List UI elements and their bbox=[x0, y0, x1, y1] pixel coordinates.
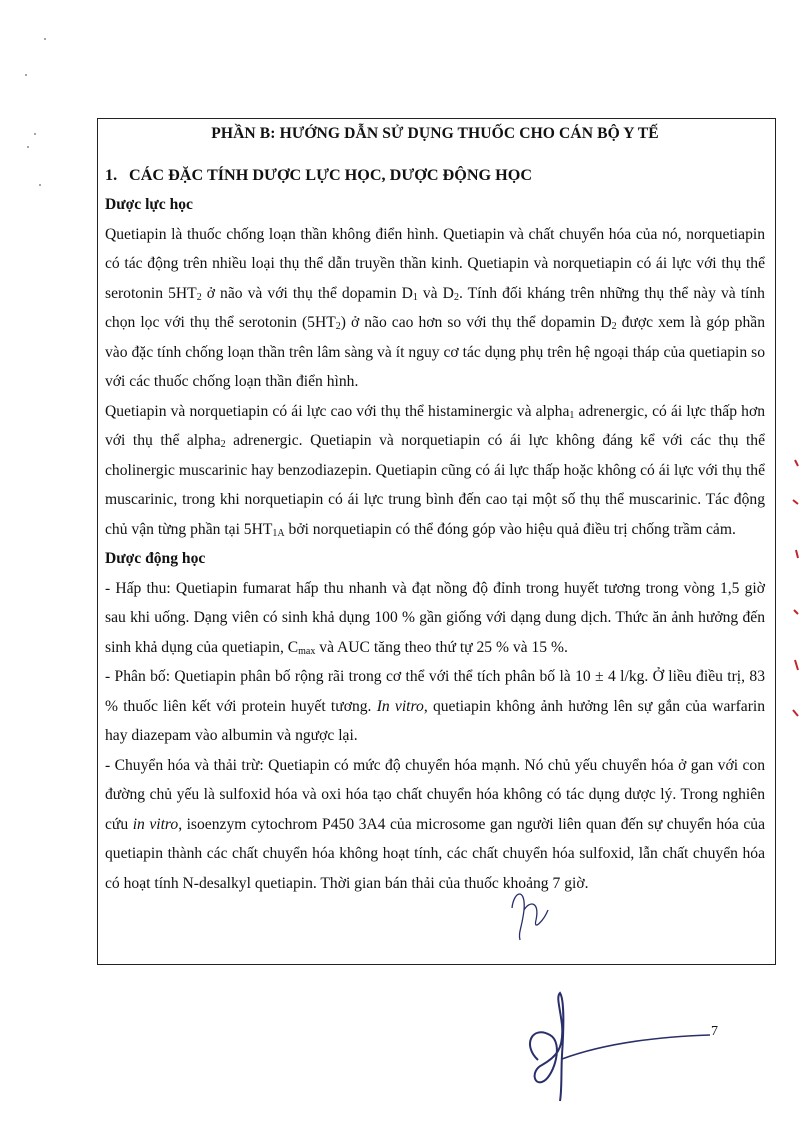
italic-term: In vitro bbox=[376, 697, 424, 715]
text-run: - Hấp thu: Quetiapin fumarat hấp thu nhanh và đạt nồng độ đỉnh trong huyết tương trong vòng 1,5 giờ sau khi uống. Dạng viên có sinh khả dụng 100 % gần giống với dạng dung dịch. Thức ăn ảnh hưởng đến sinh khả dụng của quetiapin, C bbox=[105, 579, 765, 656]
scan-speck bbox=[25, 74, 27, 76]
subscript: 2 bbox=[335, 321, 341, 332]
page-number: 7 bbox=[711, 1024, 718, 1039]
text-run: , quetiapin không ảnh hưởng lên sự gắn của warfarin hay diazepam vào albumin và ngược lại. bbox=[105, 697, 766, 744]
text-run: ở não và với thụ thể dopamin D bbox=[201, 284, 413, 302]
text-run: . Tính đối kháng trên những thụ thể này và tính chọn lọc với thụ thể serotonin (5HT bbox=[105, 284, 765, 331]
subscript: max bbox=[298, 645, 316, 657]
scan-speck bbox=[44, 38, 46, 40]
subscript: 2 bbox=[220, 439, 226, 450]
text-run: được xem là góp phần vào đặc tính chống loạn thần trên lâm sàng và ít nguy cơ tác dụng phụ trên hệ ngoại tháp của quetiapin so với các thuốc chống loạn thần điển hình. bbox=[105, 314, 765, 390]
initials-stamp bbox=[500, 880, 570, 950]
text-run: , isoenzym cytochrom P450 3A4 của microsome gan người liên quan đến sự chuyển hóa của quetiapin thành các chất chuyển hóa không hoạt tính, các chất chuyển hóa sulfoxid, lẫn chất chuyển hóa có hoạt tính N-desalkyl quetiapin. Thời gian bán thải của thuốc khoảng 7 giờ. bbox=[105, 815, 765, 892]
pharmacodynamics-paragraph-1 bbox=[105, 220, 765, 397]
pharmacodynamics-paragraph-2 bbox=[105, 397, 765, 545]
signature bbox=[520, 985, 720, 1105]
distribution-paragraph bbox=[105, 662, 765, 751]
text-run: và AUC tăng theo thứ tự 25 % và 15 %. bbox=[315, 638, 568, 656]
subscript: 2 bbox=[611, 321, 617, 332]
scan-speck bbox=[39, 184, 41, 186]
text-run: adrenergic. Quetiapin và norquetiapin có ái lực không đáng kể với các thụ thể cholinergic muscarinic hay benzodiazepin. Quetiapin cũng có ái lực thấp hoặc không có ái lực với thụ thể muscarinic, trong khi norquetiapin có ái lực trung bình đến cao tại một số thụ thể muscarinic. Tác động chủ vận từng phần tại 5HT bbox=[105, 432, 765, 538]
italic-term: in vitro bbox=[132, 815, 179, 833]
page-title: PHẦN B: HƯỚNG DẪN SỬ DỤNG THUỐC CHO CÁN BỘ Y TẾ bbox=[211, 125, 659, 142]
text-run: bởi norquetiapin có thể đóng góp vào hiệu quả điều trị chống trầm cảm. bbox=[284, 520, 736, 538]
text-run: và D bbox=[417, 284, 454, 302]
subscript: 1 bbox=[412, 291, 418, 303]
text-run: - Chuyển hóa và thải trừ: Quetiapin có mức độ chuyển hóa mạnh. Nó chủ yếu chuyển hóa ở gan với con đường chủ yếu là sulfoxid hóa và oxi hóa tạo chất chuyển hóa không có tác dụng dược lý. Trong nghiên cứu bbox=[105, 756, 765, 833]
subscript: 1A bbox=[272, 527, 285, 539]
absorption-paragraph bbox=[105, 574, 765, 663]
pharmacokinetics-heading: Dược động học bbox=[105, 550, 206, 567]
pharmacodynamics-heading: Dược lực học bbox=[105, 196, 193, 213]
text-run: - Phân bố: Quetiapin phân bố rộng rãi trong cơ thể với thể tích phân bố là 10 ± 4 l/kg. Ở liều điều trị, 83 % thuốc liên kết với protein huyết tương. bbox=[105, 668, 765, 715]
text-run: Quetiapin là thuốc chống loạn thần không điển hình. Quetiapin và chất chuyển hóa của nó, norquetiapin có tác động trên nhiều loại thụ thể dẫn truyền thần kinh. Quetiapin và norquetiapin có ái lực với thụ thể serotonin 5HT bbox=[105, 225, 765, 302]
subscript: 1 bbox=[569, 409, 575, 421]
section-title: CÁC ĐẶC TÍNH DƯỢC LỰC HỌC, DƯỢC ĐỘNG HỌC bbox=[129, 165, 533, 184]
metabolism-paragraph bbox=[105, 751, 765, 899]
section-number: 1. bbox=[105, 165, 118, 184]
scan-speck bbox=[34, 133, 36, 135]
subscript: 2 bbox=[196, 291, 202, 303]
text-run: ) ở não cao hơn so với thụ thể dopamin D bbox=[340, 314, 612, 331]
section-heading bbox=[105, 161, 765, 191]
subscript: 2 bbox=[453, 291, 459, 303]
scan-speck bbox=[27, 146, 29, 148]
text-run: adrenergic, có ái lực thấp hơn với thụ thể alpha bbox=[105, 402, 765, 449]
document-body bbox=[105, 119, 765, 898]
text-run: Quetiapin và norquetiapin có ái lực cao với thụ thể histaminergic và alpha bbox=[105, 402, 570, 420]
edge-stamp-marks bbox=[787, 440, 799, 740]
